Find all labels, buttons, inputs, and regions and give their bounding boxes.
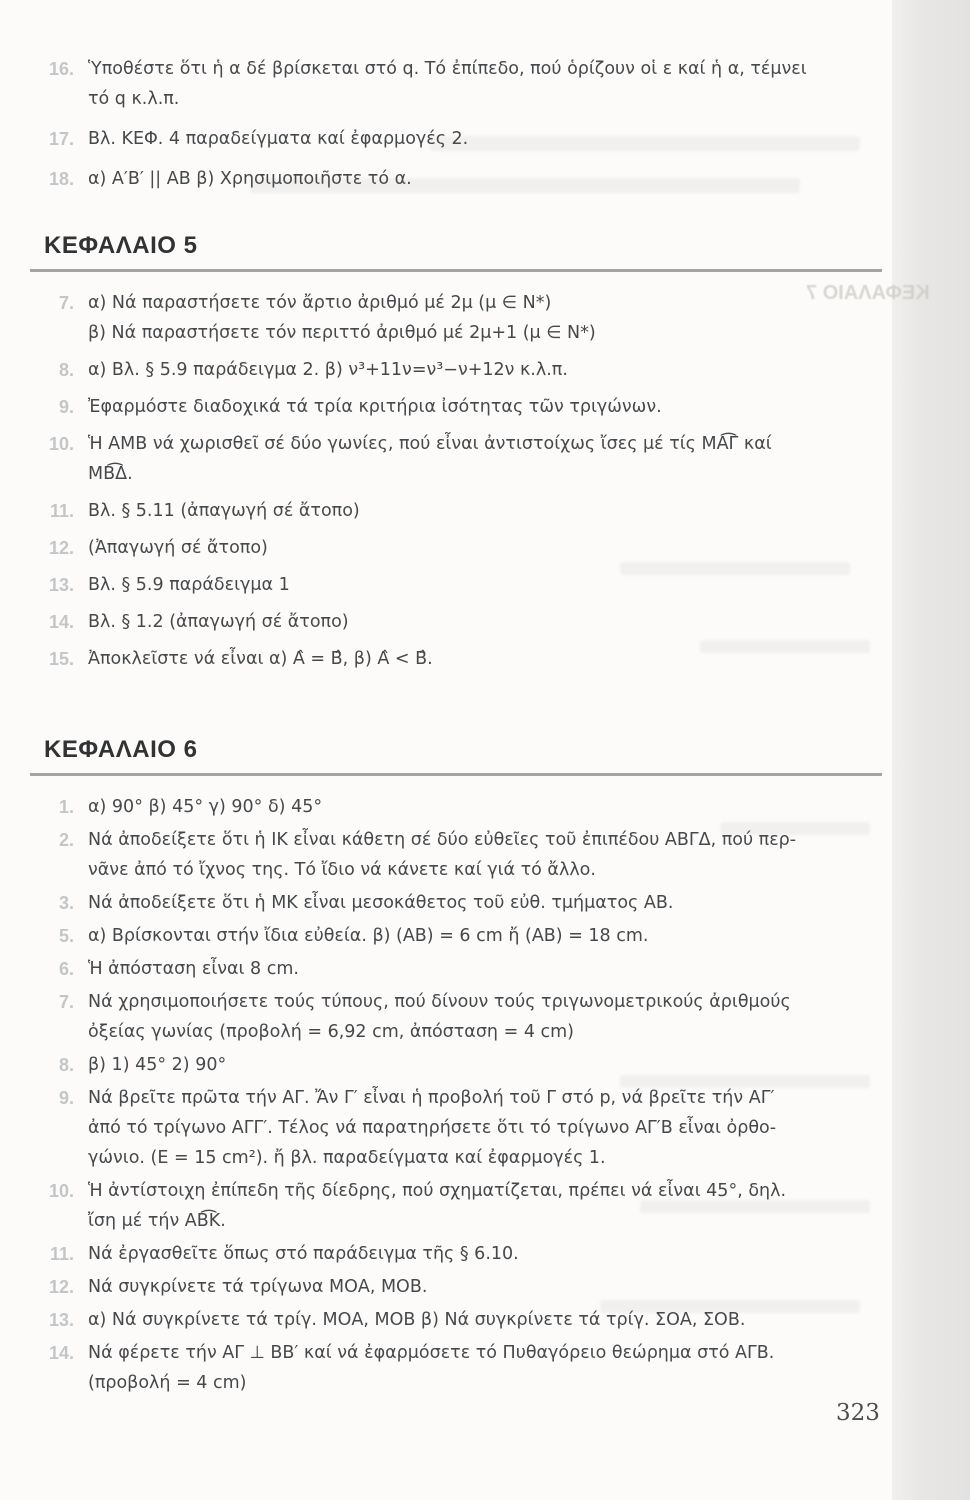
answer-item [30,533,882,563]
item-number: 9. [58,397,74,417]
item-line: (Ἀπαγωγή σέ ἄτοπο) [88,538,268,558]
item-body [88,288,882,348]
answer-item [30,1239,882,1269]
answer-item [30,570,882,600]
item-line: ΜΒ͡Δ. [88,464,133,484]
item-number: 1. [58,797,74,817]
chapter-rule [30,269,882,272]
answer-item [30,954,882,984]
item-line: ὀξείας γωνίας (προβολή = 6,92 cm, ἀπόσταση = 4 cm) [88,1022,575,1042]
page-number: 323 [836,1400,880,1426]
item-number: 17. [48,129,74,149]
answer-item [30,1305,882,1335]
item-line: Βλ. § 5.9 παράδειγμα 1 [88,575,290,595]
item-line: α) Βλ. § 5.9 παράδειγμα 2. β) ν³+11ν=ν³−ν+12ν κ.λ.π. [88,360,568,380]
page-scan-edge [892,0,970,1500]
section-chapter4-tail [30,54,882,194]
bleedthrough-heading: ΚΕΦΑΛΑΙΟ 7 [806,282,930,304]
item-body [88,496,882,526]
item-number: 16. [48,59,74,79]
item-line: Νά φέρετε τήν ΑΓ ⊥ ΒΒ′ καί νά ἐφαρμόσετε τό Πυθαγόρειο θεώρημα στό ΑΓΒ. [88,1343,775,1363]
item-body [88,355,882,385]
item-line: Ἡ ἀπόσταση εἶναι 8 cm. [88,959,299,979]
answer-item [30,164,882,194]
item-line: ἀπό τό τρίγωνο ΑΓΓ′. Τέλος νά παρατηρήσετε ὅτι τό τρίγωνο ΑΓ′Β εἶναι ὀρθο- [88,1118,777,1138]
item-line: β) Νά παραστήσετε τόν περιττό ἀριθμό μέ 2μ+1 (μ ∈ Ν*) [88,323,596,343]
answer-item [30,921,882,951]
item-body [88,570,882,600]
answer-item [30,392,882,422]
answer-item [30,888,882,918]
item-number: 8. [58,1055,74,1075]
item-number: 2. [58,830,74,850]
answer-item [30,124,882,154]
item-number: 7. [58,992,74,1012]
item-body [88,124,882,154]
item-line: (προβολή = 4 cm) [88,1373,247,1393]
item-body [88,54,882,114]
chapter-items [30,288,882,674]
item-number: 18. [48,169,74,189]
item-line: α) 90° β) 45° γ) 90° δ) 45° [88,797,323,817]
item-line: Ὑποθέστε ὅτι ἡ α δέ βρίσκεται στό q. Τό ἐπίπεδο, πού ὁρίζουν οἱ ε καί ἡ α, τέμνει [88,59,807,79]
item-line: Νά ἐργασθεῖτε ὅπως στό παράδειγμα τῆς § 6.10. [88,1244,519,1264]
item-line: Ἡ ΑΜΒ νά χωρισθεῖ σέ δύο γωνίες, πού εἶναι ἀντιστοίχως ἴσες μέ τίς ΜΑ͡Γ καί [88,434,772,454]
item-number: 12. [48,538,74,558]
item-body [88,1176,882,1236]
answer-item [30,792,882,822]
item-number: 7. [58,293,74,313]
item-body [88,1305,882,1335]
item-line: γώνιο. (Ε = 15 cm²). ἤ βλ. παραδείγματα καί ἐφαρμογές 1. [88,1148,606,1168]
item-number: 14. [48,612,74,632]
item-line: ἴση μέ τήν ΑΒ͡Κ. [88,1211,226,1231]
item-number: 8. [58,360,74,380]
item-line: νᾶνε ἀπό τό ἴχνος της. Τό ἴδιο νά κάνετε καί γιά τό ἄλλο. [88,860,596,880]
item-body [88,1272,882,1302]
item-line: Ἐφαρμόστε διαδοχικά τά τρία κριτήρια ἰσότητας τῶν τριγώνων. [88,397,662,417]
item-body [88,1083,882,1173]
item-number: 3. [58,893,74,913]
item-line: α) Α′Β′ || ΑΒ β) Χρησιμοποιῆστε τό α. [88,169,412,189]
item-number: 5. [58,926,74,946]
item-body [88,987,882,1047]
chapter-items [30,792,882,1398]
chapter-rule [30,773,882,776]
answer-item [30,644,882,674]
item-body [88,1239,882,1269]
item-body [88,1050,882,1080]
item-line: Νά ἀποδείξετε ὅτι ἡ ΙΚ εἶναι κάθετη σέ δύο εὐθεῖες τοῦ ἐπιπέδου ΑΒΓΔ, πού περ- [88,830,797,850]
item-number: 14. [48,1343,74,1363]
item-body [88,392,882,422]
item-body [88,825,882,885]
item-line: Βλ. § 1.2 (ἀπαγωγή σέ ἄτοπο) [88,612,349,632]
item-number: 6. [58,959,74,979]
answer-item [30,1050,882,1080]
answer-item [30,1338,882,1398]
item-line: Νά ἀποδείξετε ὅτι ἡ ΜΚ εἶναι μεσοκάθετος τοῦ εὐθ. τμήματος ΑΒ. [88,893,674,913]
item-line: Βλ. § 5.11 (ἀπαγωγή σέ ἄτοπο) [88,501,360,521]
chapter-title: ΚΕΦΑΛΑΙΟ 6 [44,736,198,763]
item-body [88,888,882,918]
item-number: 11. [49,1244,74,1264]
item-body [88,429,882,489]
item-number: 12. [48,1277,74,1297]
item-body [88,607,882,637]
item-body [88,644,882,674]
item-body [88,792,882,822]
item-number: 10. [48,1181,74,1201]
section-chapter-5 [30,232,882,674]
item-number: 13. [48,575,74,595]
item-body [88,921,882,951]
item-line: α) Νά συγκρίνετε τά τρίγ. ΜΟΑ, ΜΟΒ β) Νά συγκρίνετε τά τρίγ. ΣΟΑ, ΣΟΒ. [88,1310,746,1330]
answer-item [30,987,882,1047]
item-line: Νά βρεῖτε πρῶτα τήν ΑΓ. Ἄν Γ′ εἶναι ἡ προβολή τοῦ Γ στό p, νά βρεῖτε τήν ΑΓ′ [88,1088,775,1108]
page-content [30,54,882,1401]
item-line: Νά συγκρίνετε τά τρίγωνα ΜΟΑ, ΜΟΒ. [88,1277,428,1297]
item-line: Νά χρησιμοποιήσετε τούς τύπους, πού δίνουν τούς τριγωνομετρικούς ἀριθμούς [88,992,791,1012]
answer-item [30,496,882,526]
item-number: 11. [49,501,74,521]
item-line: τό q κ.λ.π. [88,89,180,109]
item-line: Ἡ ἀντίστοιχη ἐπίπεδη τῆς δίεδρης, πού σχηματίζεται, πρέπει νά εἶναι 45°, δηλ. [88,1181,787,1201]
item-line: α) Νά παραστήσετε τόν ἄρτιο ἀριθμό μέ 2μ (μ ∈ Ν*) [88,293,552,313]
item-line: Ἀποκλεῖστε νά εἶναι α) Α̂ = Β̂, β) Α̂ < Β̂. [88,649,433,669]
item-body [88,954,882,984]
answer-item [30,607,882,637]
answer-item [30,54,882,114]
chapter-title: ΚΕΦΑΛΑΙΟ 5 [44,232,198,259]
answer-item [30,1272,882,1302]
item-number: 15. [48,649,74,669]
answer-item [30,355,882,385]
item-line: α) Βρίσκονται στήν ἴδια εὐθεία. β) (ΑΒ) = 6 cm ἤ (ΑΒ) = 18 cm. [88,926,649,946]
item-line: Βλ. ΚΕΦ. 4 παραδείγματα καί ἐφαρμογές 2. [88,129,469,149]
answer-item [30,1083,882,1173]
item-body [88,1338,882,1398]
answer-item [30,825,882,885]
answer-item [30,288,882,348]
item-number: 10. [48,434,74,454]
answer-item [30,429,882,489]
answer-item [30,1176,882,1236]
item-body [88,164,882,194]
item-number: 13. [48,1310,74,1330]
item-body [88,533,882,563]
item-line: β) 1) 45° 2) 90° [88,1055,227,1075]
section-chapter-6 [30,736,882,1398]
item-number: 9. [58,1088,74,1108]
